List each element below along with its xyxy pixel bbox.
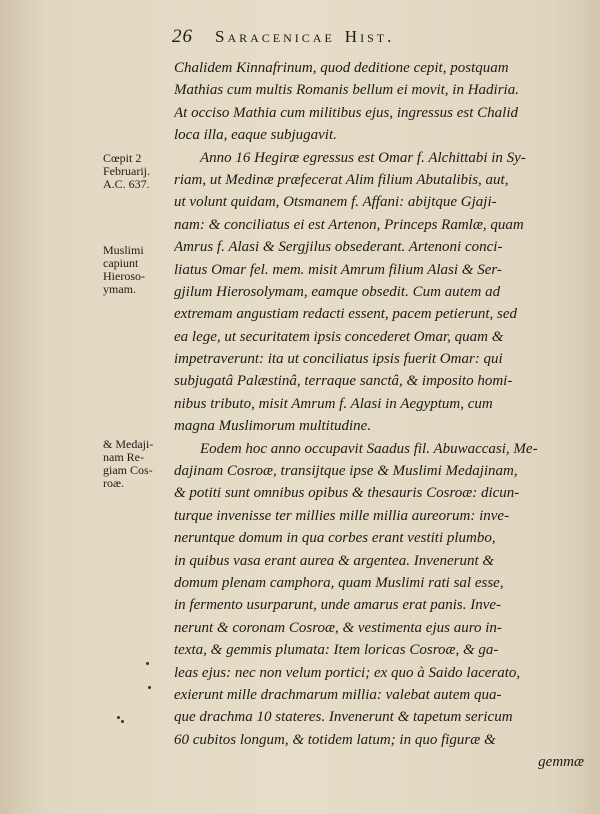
text-line: turque invenisse ter millies mille millia aureorum: inve- bbox=[174, 507, 510, 524]
margin-note-line: ymam. bbox=[103, 282, 136, 296]
margin-note-line: capiunt bbox=[103, 256, 139, 270]
text-line: Anno 16 Hegiræ egressus est Omar f. Alchittabi in Sy- bbox=[200, 149, 526, 166]
page-header bbox=[172, 26, 502, 48]
ink-speck bbox=[117, 716, 120, 719]
running-head-abbrev: Hist. bbox=[344, 27, 395, 46]
ink-speck bbox=[148, 686, 151, 689]
text-line: subjugatâ Palæstinâ, terraque sanctâ, & imposito homi- bbox=[174, 373, 513, 390]
running-head bbox=[215, 27, 394, 47]
text-line: nerunt & coronam Cosroæ, & vestimenta ejus auro in- bbox=[174, 619, 502, 636]
margin-note-line: A.C. 637. bbox=[103, 177, 150, 191]
margin-note-line: nam Re- bbox=[103, 450, 144, 464]
text-line: riam, ut Medinæ præfecerat Alim filium Abutalibis, aut, bbox=[174, 171, 509, 188]
text-line: Chalidem Kinnafrinum, quod deditione cepit, postquam bbox=[174, 60, 509, 76]
text-line: & potiti sunt omnibus opibus & thesauris Cosroæ: dicun- bbox=[174, 485, 520, 502]
text-line: Eodem hoc anno occupavit Saadus fil. Abuwaccasi, Me- bbox=[200, 440, 538, 457]
text-line: Amrus f. Alasi & Sergjilus obsederant. Artenoni conci- bbox=[174, 239, 503, 256]
text-line: ea lege, ut securitatem ipsis concederet Omar, quam & bbox=[174, 328, 504, 345]
text-line: dajinam Cosroæ, transijtque ipse & Muslimi Medajinam, bbox=[174, 463, 518, 480]
running-head-title: Saracenicae bbox=[215, 27, 335, 46]
margin-note-line: & Medaji- bbox=[103, 437, 154, 451]
margin-note-line: roæ. bbox=[103, 476, 124, 490]
text-line: loca illa, eaque subjugavit. bbox=[174, 127, 337, 144]
text-line: ut volunt quidam, Otsmanem f. Affani: abijtque Gjaji- bbox=[174, 194, 497, 211]
catchword: gemmæ bbox=[538, 754, 584, 771]
ink-speck bbox=[146, 662, 149, 665]
main-text bbox=[174, 57, 594, 774]
text-line: nam: & conciliatus ei est Artenon, Princeps Ramlæ, quam bbox=[174, 216, 524, 233]
ink-speck bbox=[121, 720, 124, 723]
text-line: in quibus vasa erant aurea & argentea. Invenerunt & bbox=[174, 552, 495, 569]
margin-note-line: Muslimi bbox=[103, 243, 144, 257]
margin-note-line: giam Cos- bbox=[103, 463, 153, 477]
margin-note-jerusalem bbox=[103, 244, 173, 296]
text-line: liatus Omar fel. mem. misit Amrum filium Alasi & Ser- bbox=[174, 261, 502, 278]
margin-note-medajinam bbox=[103, 438, 173, 490]
text-line: gjilum Hierosolymam, eamque obsedit. Cum autem ad bbox=[174, 283, 501, 300]
text-line: impetraverunt: ita ut conciliatus ipsis fuerit Omar: qui bbox=[174, 351, 503, 368]
margin-note-date bbox=[103, 152, 173, 191]
text-line: que drachma 10 stateres. Invenerunt & tapetum sericum bbox=[174, 709, 513, 726]
text-line: exierunt mille drachmarum millia: valebat autem qua- bbox=[174, 686, 502, 703]
text-line: extremam angustiam redacti essent, pacem petierunt, sed bbox=[174, 306, 517, 323]
text-line: leas ejus: nec non velum portici; ex quo à Saido lacerato, bbox=[174, 664, 521, 681]
text-line: magna Muslimorum multitudine. bbox=[174, 418, 372, 435]
text-line: texta, & gemmis plumata: Item loricas Cosroæ, & ga- bbox=[174, 642, 499, 659]
margin-note-line: Hieroso- bbox=[103, 269, 145, 283]
margin-note-line: Cœpit 2 bbox=[103, 151, 142, 165]
text-line: Mathias cum multis Romanis bellum ei movit, in Hadiria. bbox=[174, 82, 519, 99]
text-line: At occiso Mathia cum militibus ejus, ingressus est Chalid bbox=[174, 104, 519, 121]
text-line: 60 cubitos longum, & totidem latum; in quo figuræ & bbox=[174, 731, 496, 748]
margin-note-line: Februarij. bbox=[103, 164, 150, 178]
text-line: domum plenam camphora, quam Muslimi rati sal esse, bbox=[174, 574, 504, 591]
text-line: neruntque domum in qua corbes erant vestiti plumbo, bbox=[174, 530, 496, 547]
page-number: 26 bbox=[172, 26, 193, 47]
text-line: nibus tributo, misit Amrum f. Alasi in Aegyptum, cum bbox=[174, 395, 493, 412]
text-line: in fermento usurparunt, unde amarus erat panis. Inve- bbox=[174, 597, 502, 614]
